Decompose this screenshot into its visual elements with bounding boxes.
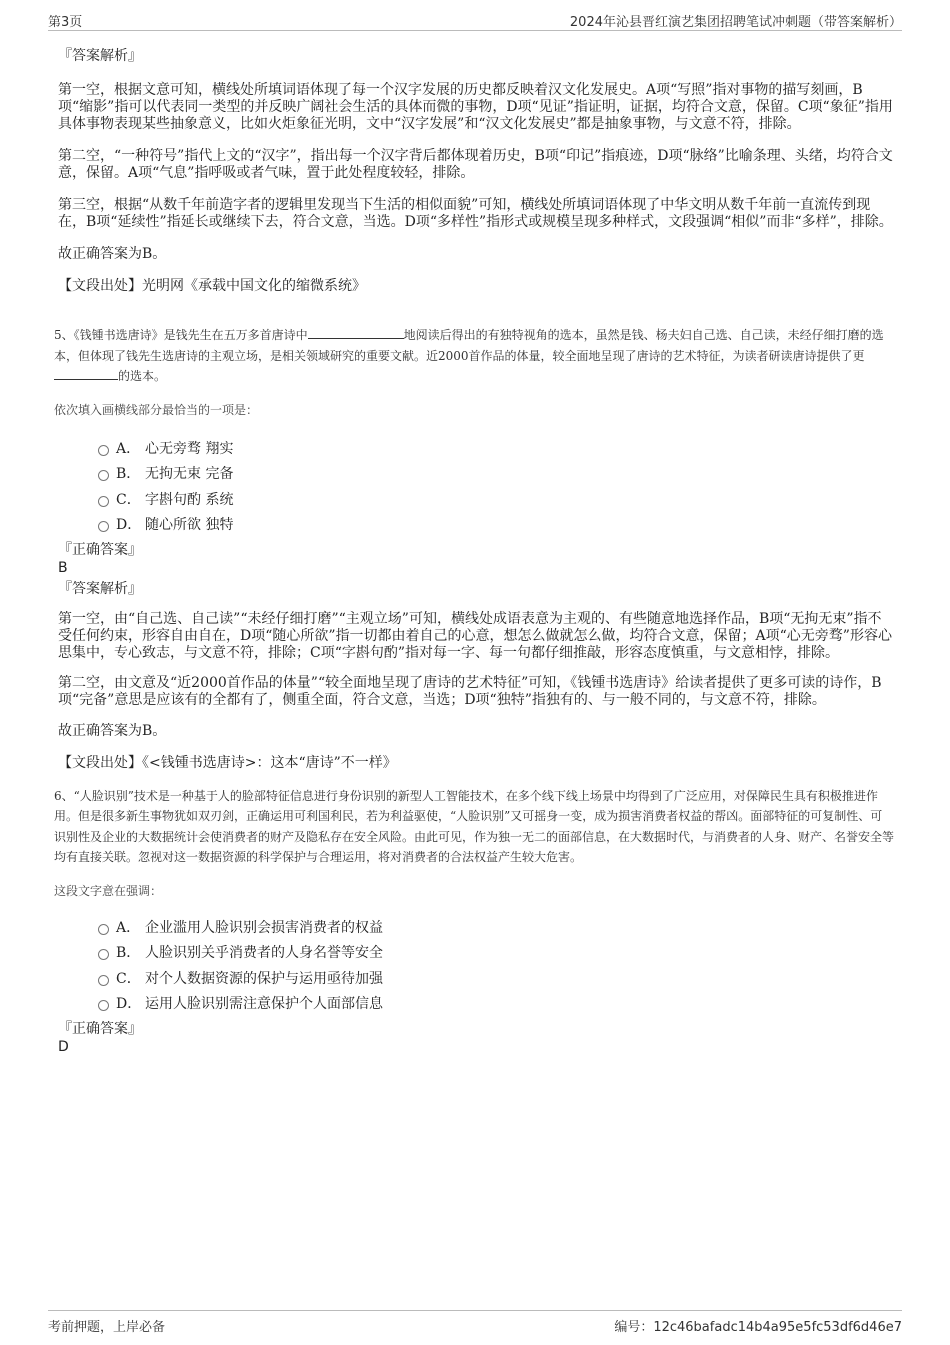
q5-analysis-p2: 第二空，由文意及“近2000首作品的体量”“较全面地呈现了唐诗的艺术特征”可知，《钱锺书选唐诗》给读者提供了更多可读的诗作，B项“完备”意思是应该有的全都有了，侧重全面，符合文意，当选；D项“独特”指独有的、与一般不同的，与文意不符，排除。	[58, 674, 882, 708]
footer-slogan: 考前押题，上岸必备	[48, 1320, 166, 1335]
radio-icon[interactable]	[98, 470, 109, 481]
option-text: 无拘无束 完备	[145, 466, 234, 482]
q6-prompt: 这段文字意在强调：	[54, 883, 163, 898]
radio-icon[interactable]	[98, 975, 109, 986]
option-key: B．	[116, 466, 141, 482]
q6-answer: D	[58, 1038, 69, 1055]
q4-conclusion: 故正确答案为B。	[58, 246, 167, 262]
document-id: 编号：12c46bafadc14b4a95e5fc53df6d46e7	[614, 1320, 902, 1335]
page-header	[48, 8, 902, 31]
radio-icon[interactable]	[98, 924, 109, 935]
q5-stem	[54, 325, 894, 387]
option-key: B．	[116, 945, 141, 961]
q4-source: 【文段出处】光明网《承载中国文化的缩微系统》	[58, 278, 366, 294]
q5-option-c[interactable]	[58, 489, 894, 515]
q4-analysis-p1: 第一空，根据文意可知，横线处所填词语体现了每一个汉字发展的历史都反映着汉文化发展史。A项“写照”指对事物的描写刻画，B项“缩影”指可以代表同一类型的并反映广阔社会生活的具体而微的事物，D项“见证”指证明，证据，均符合文意，保留。C项“象征”指用具体事物表现某些抽象意义，比如火炬象征光明，文中“汉字发展”和“汉文化发展史”都是抽象事物，与文意不符，排除。	[58, 82, 893, 132]
q5-option-b[interactable]	[58, 463, 894, 489]
radio-icon[interactable]	[98, 521, 109, 532]
q6-option-b[interactable]	[58, 942, 894, 968]
option-key: A．	[116, 919, 141, 936]
q6-options	[58, 917, 894, 1019]
q5-analysis-label: 『答案解析』	[58, 580, 142, 597]
q5-stem-part3: 的选本。	[118, 369, 167, 383]
option-key: D．	[116, 517, 142, 533]
radio-icon[interactable]	[98, 949, 109, 960]
q5-options	[58, 438, 894, 540]
option-key: C．	[116, 491, 141, 508]
q5-source: 【文段出处】《<钱锺书选唐诗>：这本“唐诗”不一样》	[58, 754, 397, 771]
q6-stem: 6、“人脸识别”技术是一种基于人的脸部特征信息进行身份识别的新型人工智能技术，在多个线下线上场景中均得到了广泛应用，对保障民生具有积极推进作用。但是很多新生事物犹如双刃剑，正确运用可利国利民，若为利益驱使，“人脸识别”又可摇身一变，成为损害消费者权益的帮凶。面部特征的可复制性、可识别性及企业的大数据统计会使消费者的财产及隐私存在安全风险。由此可见，作为独一无二的面部信息，在大数据时代，与消费者的人身、财产、名誉安全等均有直接关联。忽视对这一数据资源的科学保护与合理运用，将对消费者的合法权益产生较大危害。	[54, 788, 895, 864]
radio-icon[interactable]	[98, 496, 109, 507]
q5-option-d[interactable]	[58, 514, 894, 540]
q5-option-a[interactable]	[58, 438, 894, 464]
option-text: 对个人数据资源的保护与运用亟待加强	[145, 970, 383, 987]
option-text: 人脸识别关乎消费者的人身名誉等安全	[145, 945, 383, 961]
q5-prompt: 依次填入画横线部分最恰当的一项是：	[54, 402, 259, 417]
q4-analysis-label: 『答案解析』	[58, 48, 142, 64]
option-text: 运用人脸识别需注意保护个人面部信息	[145, 996, 383, 1012]
option-text: 随心所欲 独特	[145, 517, 234, 533]
option-text: 心无旁骛 翔实	[145, 440, 234, 457]
q4-analysis-p2: 第二空，“一种符号”指代上文的“汉字”，指出每一个汉字背后都体现着历史，B项“印记”指痕迹，D项“脉络”比喻条理、头绪，均符合文意，保留。A项“气息”指呼吸或者气味，置于此处程度较轻，排除。	[58, 148, 893, 181]
q5-blank-1	[308, 326, 404, 339]
q5-stem-part1: 5、《钱锺书选唐诗》是钱先生在五万多首唐诗中	[54, 328, 308, 342]
option-key: C．	[116, 970, 141, 987]
radio-icon[interactable]	[98, 1000, 109, 1011]
option-key: D．	[116, 996, 142, 1012]
q6-answer-label: 『正确答案』	[58, 1020, 142, 1037]
option-text: 企业滥用人脸识别会损害消费者的权益	[145, 919, 383, 936]
option-key: A．	[116, 440, 141, 457]
q5-analysis-p1: 第一空，由“自己选、自己读”“未经仔细打磨”“主观立场”可知，横线处成语表意为主观的、有些随意地选择作品，B项“无拘无束”指不受任何约束，形容自由自在，D项“随心所欲”指一切都由着自己的心意，想怎么做就怎么做，均符合文意，保留；A项“心无旁骛”形容心思集中，专心致志，与文意不符，排除；C项“字斟句酌”指对每一字、每一句都仔细推敲，形容态度慎重，与文意相悖，排除。	[58, 610, 892, 661]
q5-answer-label: 『正确答案』	[58, 541, 142, 558]
q5-blank-2	[54, 367, 118, 380]
q5-stem-part2: 地阅读后得出的有独特视角的选本，虽然是钱、杨夫妇自己选、自己读，未经仔细打磨的选本，但体现了钱先生选唐诗的主观立场，是相关领域研究的重要文献。近2000首作品的体量，较全面地呈现了唐诗的艺术特征，为读者研读唐诗提供了更	[54, 328, 884, 363]
q6-option-d[interactable]	[58, 993, 894, 1019]
page-footer	[48, 1310, 902, 1335]
option-text: 字斟句酌 系统	[145, 491, 234, 508]
q6-option-c[interactable]	[58, 968, 894, 994]
q4-analysis-p3: 第三空，根据“从数千年前造字者的逻辑里发现当下生活的相似面貌”可知，横线处所填词语体现了中华文明从数千年前一直流传到现在，B项“延续性”指延长或继续下去，符合文意，当选。D项“多样性”指形式或规模呈现多种样式，文段强调“相似”而非“多样”，排除。	[58, 197, 893, 230]
q6-option-a[interactable]	[58, 917, 894, 943]
q5-conclusion: 故正确答案为B。	[58, 722, 167, 739]
radio-icon[interactable]	[98, 445, 109, 456]
document-title: 2024年沁县晋红演艺集团招聘笔试冲刺题（带答案解析）	[569, 15, 902, 30]
q5-answer: B	[58, 559, 68, 576]
document-body	[54, 44, 895, 1055]
page-number: 第3页	[48, 15, 83, 30]
